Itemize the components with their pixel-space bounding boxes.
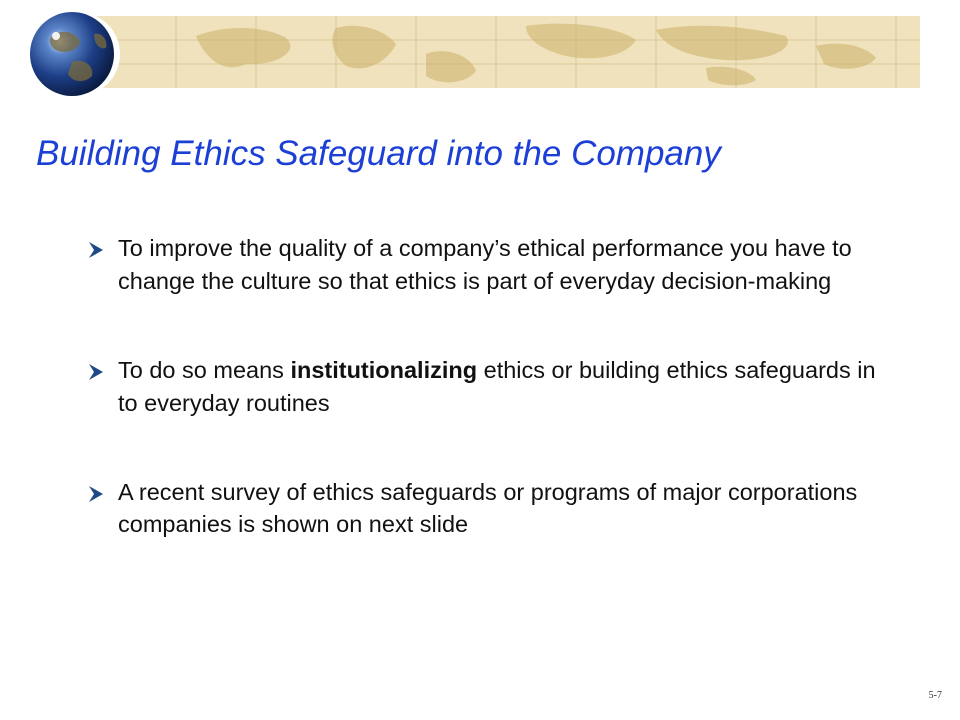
bullet-item-2 <box>86 354 886 420</box>
arrow-bullet-icon <box>86 240 106 260</box>
bullet-text-2-after: ethics or building ethics safeguards in to everyday routines <box>118 356 876 416</box>
arrow-bullet-icon <box>86 362 106 382</box>
bullet-list <box>86 232 886 597</box>
world-map-banner <box>96 16 920 88</box>
globe-icon <box>22 6 134 102</box>
bullet-text-2-before: To do so means <box>118 356 291 383</box>
bullet-item-3 <box>86 476 886 542</box>
bullet-item-1 <box>86 232 886 298</box>
bullet-text-1: To improve the quality of a company’s ethical performance you have to change the culture so that ethics is part of everyday decision-making <box>118 235 852 294</box>
slide-title: Building Ethics Safeguard into the Company <box>36 134 721 173</box>
map-grid <box>96 16 920 88</box>
bullet-text-2-emphasis: institutionalizing <box>290 356 478 383</box>
arrow-bullet-icon <box>86 484 106 504</box>
bullet-text-3: A recent survey of ethics safeguards or programs of major corporations companies is shown on next slide <box>118 478 858 538</box>
bullet-text-2 <box>118 357 876 416</box>
slide-number: 5-7 <box>928 690 942 701</box>
